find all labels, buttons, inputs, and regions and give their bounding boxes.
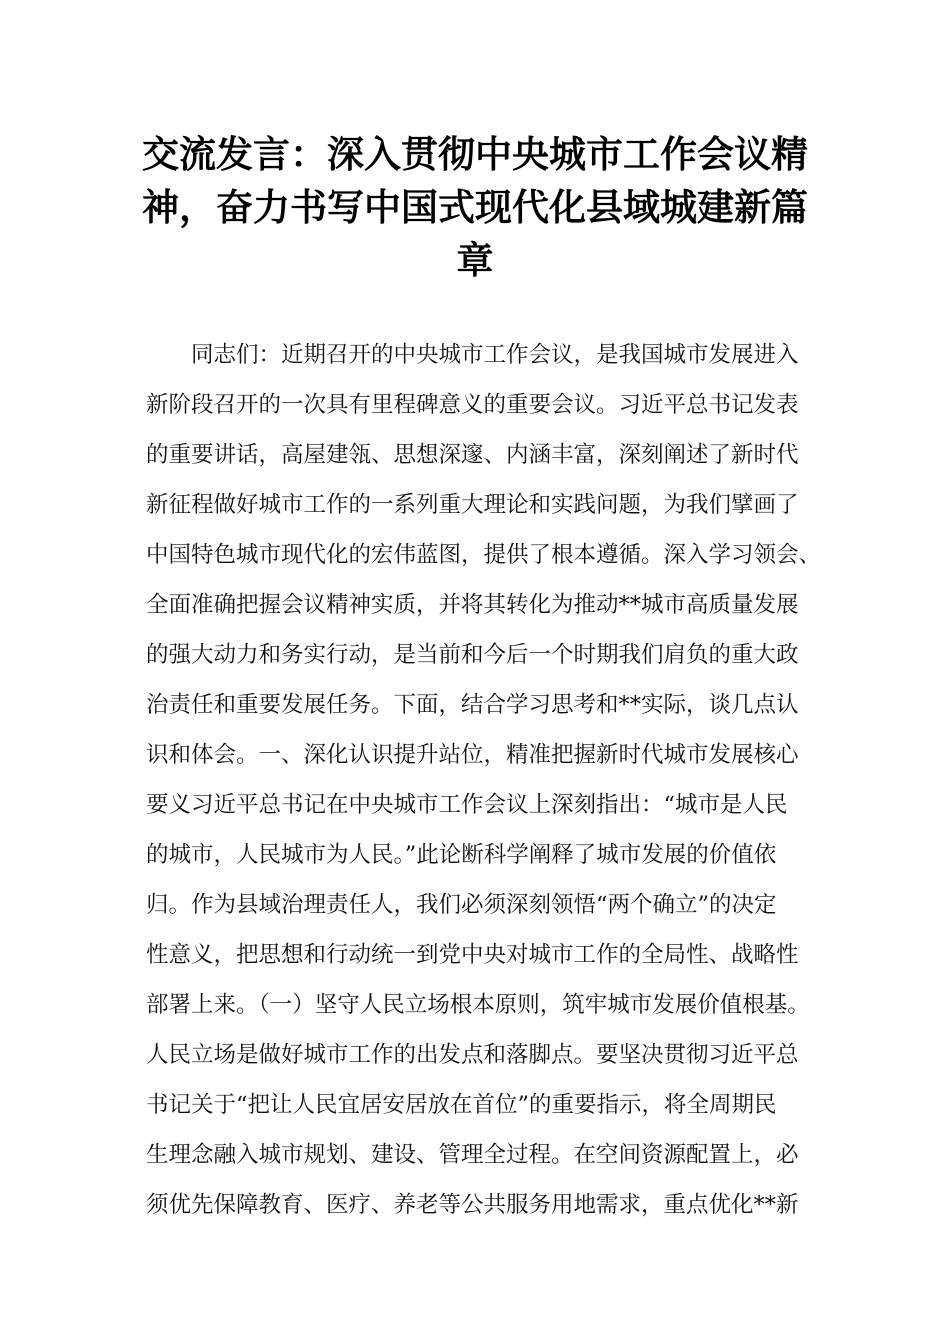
- body-line: 性意义，把思想和行动统一到党中央对城市工作的全局性、战略性: [146, 942, 799, 968]
- body-line: 的城市，人民城市为人民。”此论断科学阐释了城市发展的价值依: [146, 842, 777, 868]
- body-line: 新阶段召开的一次具有里程碑意义的重要会议。习近平总书记发表: [146, 392, 799, 418]
- body-line: 的重要讲话，高屋建瓴、思想深邃、内涵丰富，深刻阐述了新时代: [146, 442, 799, 468]
- body-line: 的强大动力和务实行动，是当前和今后一个时期我们肩负的重大政: [146, 642, 799, 668]
- body-line: 同志们：近期召开的中央城市工作会议，是我国城市发展进入: [191, 342, 799, 368]
- body-line: 生理念融入城市规划、建设、管理全过程。在空间资源配置上，必: [146, 1142, 799, 1168]
- body-line: 全面准确把握会议精神实质，并将其转化为推动**城市高质量发展: [146, 592, 799, 618]
- title-line: 神，奋力书写中国式现代化县域城建新篇: [142, 186, 808, 229]
- body-line: 须优先保障教育、医疗、养老等公共服务用地需求，重点优化**新: [146, 1192, 799, 1218]
- title-line: 交流发言：深入贯彻中央城市工作会议精: [142, 133, 808, 176]
- body-line: 治责任和重要发展任务。下面，结合学习思考和**实际，谈几点认: [146, 692, 799, 718]
- body-line: 中国特色城市现代化的宏伟蓝图，提供了根本遵循。深入学习领会、: [146, 542, 822, 568]
- document-title: [110, 128, 840, 287]
- body-line: 人民立场是做好城市工作的出发点和落脚点。要坚决贯彻习近平总: [146, 1042, 799, 1068]
- body-line: 要义习近平总书记在中央城市工作会议上深刻指出：“城市是人民: [146, 792, 788, 818]
- title-line: 章: [456, 239, 494, 282]
- body-line: 部署上来。（一）坚守人民立场根本原则，筑牢城市发展价值根基。: [146, 992, 810, 1018]
- body-line: 识和体会。一、深化认识提升站位，精准把握新时代城市发展核心: [146, 742, 799, 768]
- body-line: 书记关于“把让人民宜居安居放在首位”的重要指示，将全周期民: [146, 1092, 777, 1118]
- body-line: 新征程做好城市工作的一系列重大理论和实践问题，为我们擘画了: [146, 492, 799, 518]
- body-line: 归。作为县域治理责任人，我们必须深刻领悟“两个确立”的决定: [146, 892, 777, 918]
- document-body: [146, 330, 836, 1230]
